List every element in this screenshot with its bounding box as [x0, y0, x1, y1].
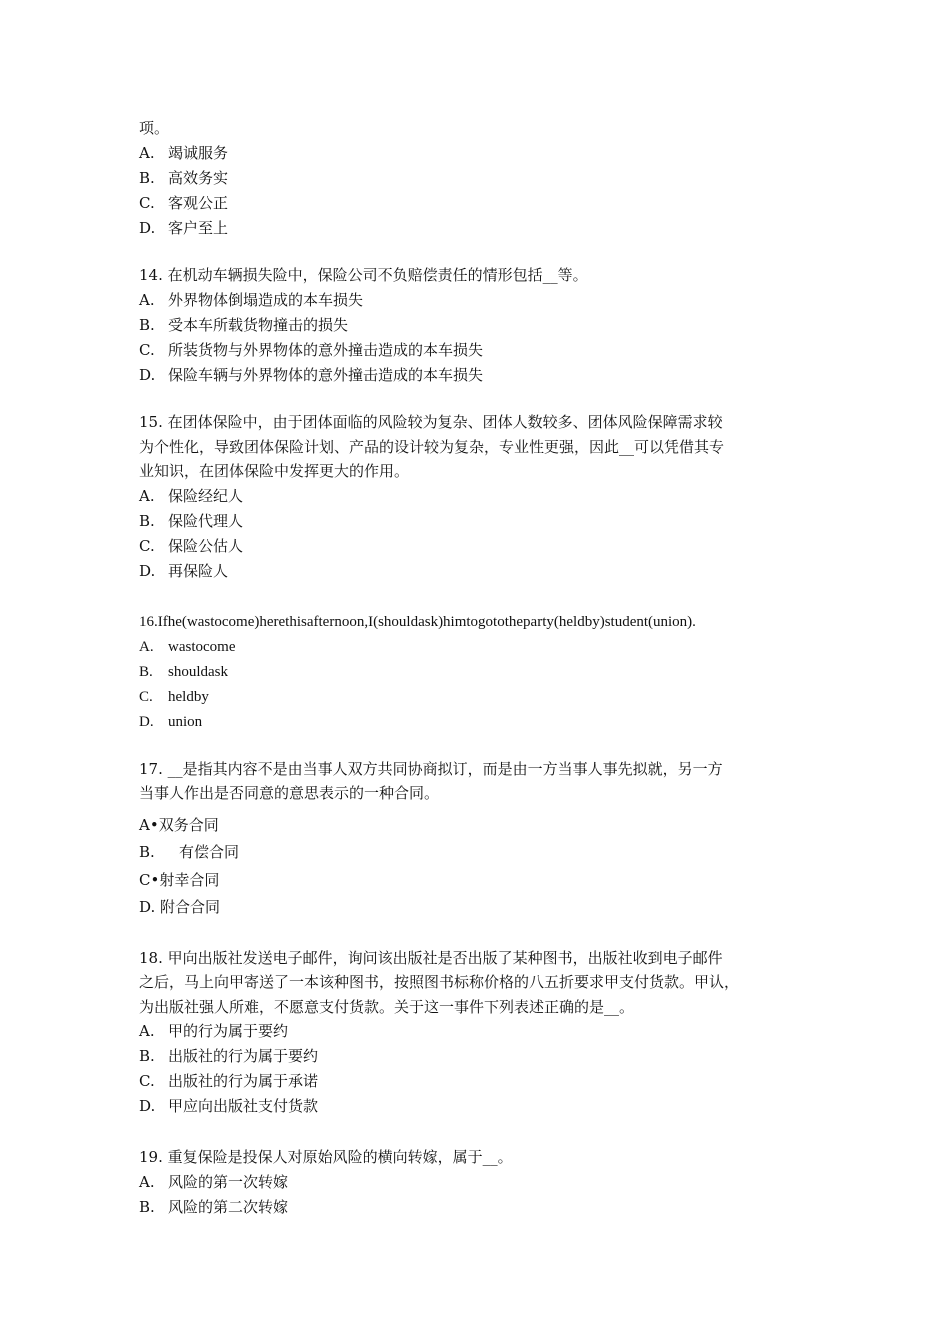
option-b: B. shouldask — [139, 663, 228, 680]
option-a: A. 保险经纪人 — [139, 486, 244, 505]
option-b: B. 保险代理人 — [139, 511, 244, 530]
question-stem-line: 当事人作出是否同意的意思表示的一种合同。 — [139, 784, 440, 802]
option-c: C•射幸合同 — [139, 870, 220, 889]
fragment-text: 项。 — [139, 119, 170, 137]
option-d: D. union — [139, 713, 203, 730]
question-15 — [139, 410, 829, 584]
question-stem-line: 为个性化，导致团体保险计划、产品的设计较为复杂，专业性更强，因此__可以凭借其专 — [139, 437, 725, 456]
option-a: A. wastocome — [139, 638, 236, 655]
question-16 — [139, 610, 829, 735]
question-18 — [139, 946, 829, 1120]
question-stem: 14. 在机动车辆损失险中，保险公司不负赔偿责任的情形包括__等。 — [139, 266, 588, 284]
question-17 — [139, 757, 829, 922]
option-b: B. 出版社的行为属于要约 — [139, 1047, 319, 1065]
option-a: A. 外界物体倒塌造成的本车损失 — [139, 291, 364, 309]
question-19 — [139, 1145, 829, 1220]
question-stem: 16.Ifhe(wastocome)herethisafternoon,I(shouldask)himtogototheparty(heldby)student(union). — [139, 613, 696, 630]
option-d: D. 附合合同 — [139, 898, 221, 916]
option-a: A•双务合同 — [139, 815, 219, 834]
option-d: D. 客户至上 — [139, 219, 229, 237]
question-stem-line: 为出版社强人所难，不愿意支付货款。关于这一事件下列表述正确的是__。 — [139, 997, 635, 1016]
question-stem: 19. 重复保险是投保人对原始风险的横向转嫁，属于__。 — [139, 1148, 513, 1166]
document-page — [139, 116, 829, 1220]
option-c: C. 出版社的行为属于承诺 — [139, 1072, 319, 1090]
option-b: B. 有偿合同 — [139, 843, 240, 861]
option-c: C. 客观公正 — [139, 194, 229, 212]
question-14 — [139, 263, 829, 388]
option-b: B. 高效务实 — [139, 169, 229, 187]
option-a: A. 竭诚服务 — [139, 144, 229, 162]
option-c: C. 所装货物与外界物体的意外撞击造成的本车损失 — [139, 341, 484, 359]
option-b: B. 风险的第二次转嫁 — [139, 1198, 289, 1216]
question-stem-line: 业知识，在团体保险中发挥更大的作用。 — [139, 462, 410, 480]
option-a: A. 风险的第一次转嫁 — [139, 1173, 289, 1191]
question-stem-line: 18. 甲向出版社发送电子邮件，询问该出版社是否出版了某种图书，出版社收到电子邮件 — [139, 948, 723, 967]
question-stem-line: 之后，马上向甲寄送了一本该种图书，按照图书标称价格的八五折要求甲支付货款。甲认， — [139, 973, 740, 991]
option-a: A. 甲的行为属于要约 — [139, 1022, 289, 1040]
option-b: B. 受本车所载货物撞击的损失 — [139, 316, 349, 334]
option-d: D. 甲应向出版社支付货款 — [139, 1097, 319, 1115]
option-c: C. 保险公估人 — [139, 536, 244, 555]
question-stem-line: 17. __是指其内容不是由当事人双方共同协商拟订，而是由一方当事人事先拟就，另一方 — [139, 759, 723, 778]
option-d: D. 再保险人 — [139, 561, 229, 580]
question-stem-line: 15. 在团体保险中，由于团体面临的风险较为复杂、团体人数较多、团体风险保障需求较 — [139, 413, 723, 431]
option-c: C. heldby — [139, 688, 209, 705]
option-d: D. 保险车辆与外界物体的意外撞击造成的本车损失 — [139, 366, 484, 384]
